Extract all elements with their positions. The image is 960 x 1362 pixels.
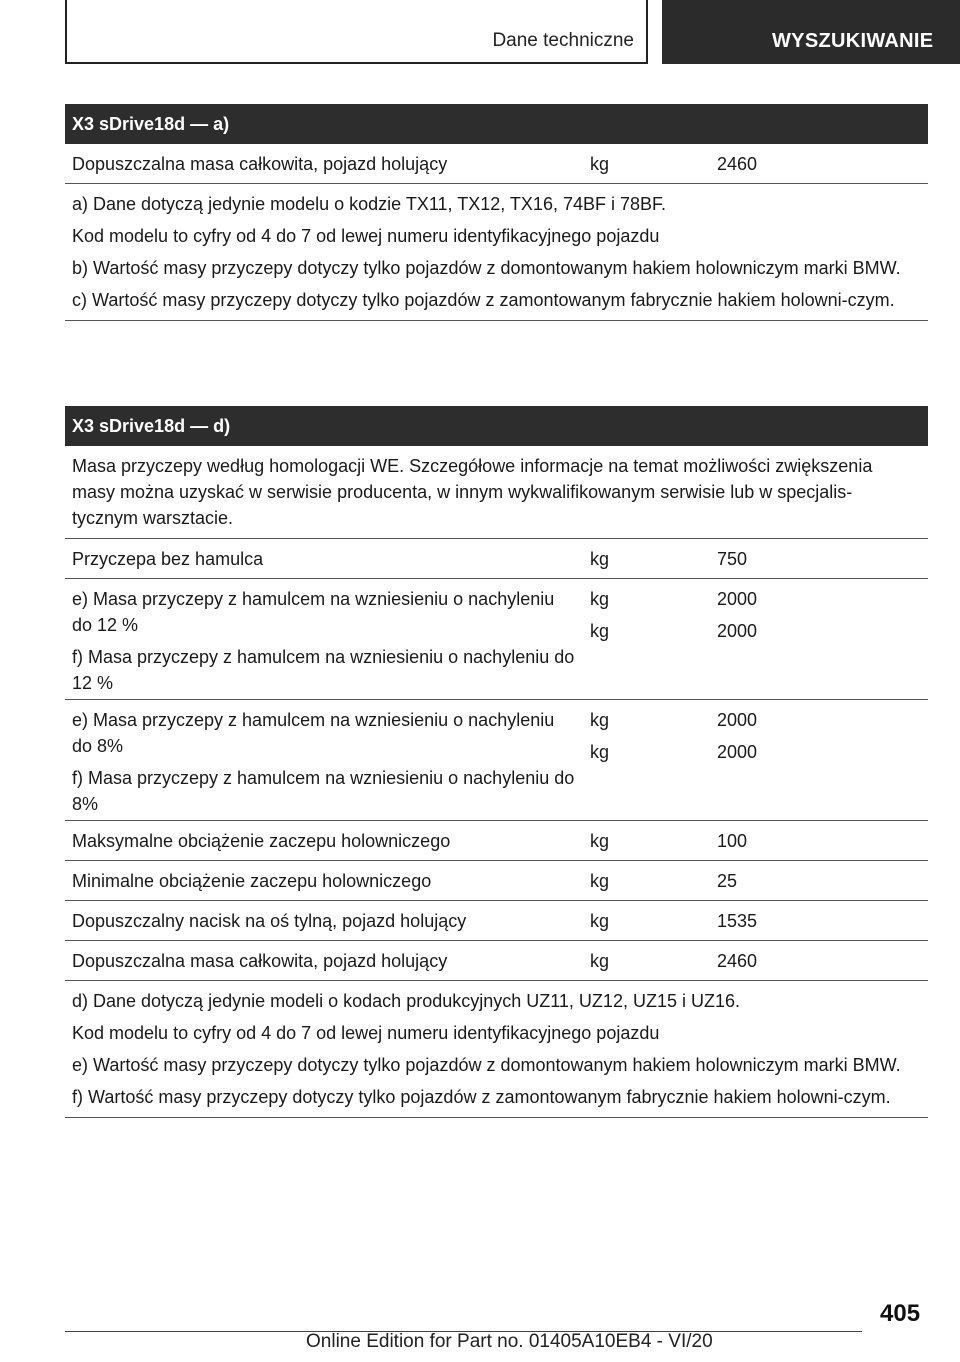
note: Kod modelu to cyfry od 4 do 7 od lewej numeru identyfikacyjnego pojazdu [72,1023,660,1043]
row-labels [72,586,577,696]
row-value: 25 [717,871,738,891]
table-row [65,700,928,821]
header-section-box [65,0,648,64]
page-number: 405 [880,1300,921,1327]
table-row [65,941,928,981]
row-units [590,707,609,765]
row-value: 1535 [717,911,758,931]
row-values [717,586,757,644]
table-row [65,901,928,941]
row-value: 2000 [717,589,758,609]
table-row [65,861,928,901]
row-label: Dopuszczalny nacisk na oś tylną, pojazd holujący [72,911,467,931]
note: a) Dane dotyczą jedynie modelu o kodzie TX11, TX12, TX16, 74BF i 78BF. [72,194,667,214]
row-value: 2460 [717,154,758,174]
row-unit: kg [590,871,610,891]
section-d-title: X3 sDrive18d — d) [65,406,928,446]
row-label: Dopuszczalna masa całkowita, pojazd holujący [72,951,448,971]
row-unit: kg [590,154,610,174]
row-unit: kg [590,589,610,609]
row-unit: kg [590,621,610,641]
row-values [717,707,757,765]
row-units [590,586,609,644]
table-row [65,579,928,700]
row-label: f) Masa przyczepy z hamulcem na wzniesieniu o nachyleniu do 8% [72,768,575,814]
note: b) Wartość masy przyczepy dotyczy tylko pojazdów z domontowanym hakiem holowniczym marki BMW. [72,258,901,278]
note: Kod modelu to cyfry od 4 do 7 od lewej numeru identyfikacyjnego pojazdu [72,226,660,246]
row-unit: kg [590,911,610,931]
section-d-intro [65,446,928,539]
row-unit: kg [590,831,610,851]
row-value: 750 [717,549,748,569]
row-unit: kg [590,951,610,971]
note: f) Wartość masy przyczepy dotyczy tylko pojazdów z zamontowanym fabrycznie hakiem holowni-czym. [72,1087,891,1107]
row-label: e) Masa przyczepy z hamulcem na wzniesieniu o nachyleniu do 8% [72,710,555,756]
row-label: e) Masa przyczepy z hamulcem na wzniesieniu o nachyleniu do 12 % [72,589,555,635]
row-unit: kg [590,742,610,762]
row-value: 100 [717,831,748,851]
search-button[interactable]: WYSZUKIWANIE [662,0,960,64]
table-row [65,144,928,184]
note: d) Dane dotyczą jedynie modeli o kodach produkcyjnych UZ11, UZ12, UZ15 i UZ16. [72,991,740,1011]
row-value: 2000 [717,621,758,641]
row-label: Maksymalne obciążenie zaczepu holowniczego [72,831,451,851]
section-d-table [65,406,928,1118]
intro-text: Masa przyczepy według homologacji WE. Szczegółowe informacje na temat możliwości zwiększenia masy można uzyskać w serwisie producenta, w innym wykwalifikowanym serwisie lub w specjalis-tycznym warsztacie. [72,456,873,528]
section-a-notes [65,184,928,321]
row-unit: kg [590,710,610,730]
row-label: Dopuszczalna masa całkowita, pojazd holujący [72,154,448,174]
row-labels [72,707,577,817]
section-a-table [65,104,928,321]
row-unit: kg [590,549,610,569]
row-value: 2460 [717,951,758,971]
note: c) Wartość masy przyczepy dotyczy tylko pojazdów z zamontowanym fabrycznie hakiem holowni-czym. [72,290,895,310]
row-label: Minimalne obciążenie zaczepu holowniczego [72,871,432,891]
row-value: 2000 [717,742,758,762]
table-row [65,821,928,861]
row-label: f) Masa przyczepy z hamulcem na wzniesieniu o nachyleniu do 12 % [72,647,575,693]
edition-text: Online Edition for Part no. 01405A10EB4 - VI/20 [306,1331,713,1352]
section-title: Dane techniczne [492,30,634,51]
row-label: Przyczepa bez hamulca [72,549,264,569]
note: e) Wartość masy przyczepy dotyczy tylko pojazdów z domontowanym hakiem holowniczym marki BMW. [72,1055,901,1075]
table-row [65,539,928,579]
section-a-title: X3 sDrive18d — a) [65,104,928,144]
row-value: 2000 [717,710,758,730]
section-d-notes [65,981,928,1118]
